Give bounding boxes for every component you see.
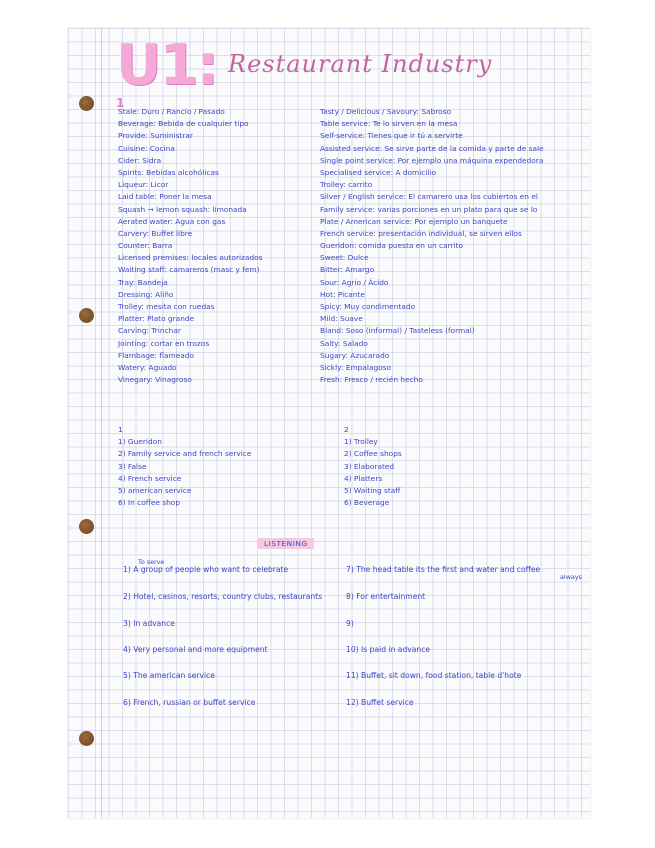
listening-answer: 9) xyxy=(346,619,354,628)
vocab-item: Trolley: carrito xyxy=(320,180,373,190)
vocab-item: Platter: Plato grande xyxy=(118,314,195,324)
vocab-item: Beverage: Bebida de cualquier tipo xyxy=(118,119,249,129)
listening-note: always xyxy=(560,573,582,581)
vocab-item: Table service: Te lo sirven en la mesa xyxy=(320,119,458,129)
answer-item: 3) False xyxy=(118,461,147,471)
answer-item: 4) Platters xyxy=(344,473,383,483)
vocab-item: Sickly: Empalagoso xyxy=(320,362,392,372)
vocab-item: Bland: Soso (informal) / Tasteless (formal) xyxy=(320,326,475,336)
vocab-item: Self-service: Tienes que ir tú a servirte xyxy=(320,131,463,141)
vocab-item: Flambage: flameado xyxy=(118,350,195,360)
vocab-item: Gueridon: comida puesta en un carrito xyxy=(320,241,464,251)
vocab-item: Family service: varias porciones en un plato para que se lo xyxy=(320,204,538,214)
vocab-list-right xyxy=(320,106,590,386)
binder-hole xyxy=(79,731,94,746)
listening-heading: LISTENING xyxy=(258,538,314,549)
vocab-item: Specialised service: A domicilio xyxy=(320,167,437,177)
vocab-item: Jointing: cortar en trozos xyxy=(118,338,210,348)
vocab-item: Vinegary: Vinagroso xyxy=(118,375,192,385)
listening-answer: 1) A group of people who want to celebrate xyxy=(123,565,289,574)
vocab-item: Provide: Suministrar xyxy=(118,131,193,141)
answer-item: 6) In coffee shop xyxy=(118,498,181,508)
vocab-item: Spicy: Muy condimentado xyxy=(320,302,416,311)
vocab-item: Single point service: Por ejemplo una máquina expendedora xyxy=(320,155,544,165)
vocab-item: French service: presentación individual, se sirven ellos xyxy=(320,228,522,238)
vocab-item: Watery: Aguado xyxy=(118,362,177,372)
vocab-item: Carving: Trinchar xyxy=(118,326,181,336)
listening-answer: 2) Hotel, casinos, resorts, country clubs, restaurants xyxy=(123,592,323,601)
vocab-item: Squash → lemon squash: limonada xyxy=(118,204,247,214)
answer-item: 2) Family service and french service xyxy=(118,449,252,459)
vocab-item: Silver / English service: El camarero usa los cubiertos en el xyxy=(320,192,538,202)
answer-item: 1) Gueridon xyxy=(118,437,162,447)
listening-answer: 7) The head table its the first and water and coffee xyxy=(346,565,541,574)
exercise-heading: 2 xyxy=(344,425,349,434)
listening-answer: 11) Buffet, sit down, food station, table d'hote xyxy=(346,671,522,680)
answer-item: 1) Trolley xyxy=(344,437,378,447)
answer-item: 2) Coffee shops xyxy=(344,449,402,459)
vocab-item: Hot: Picante xyxy=(320,289,365,299)
binder-hole xyxy=(79,96,94,111)
answer-item: 5) american service xyxy=(118,485,192,495)
vocab-item: Plate / American service: Por ejemplo un banquete xyxy=(320,216,508,226)
listening-answer: 5) The american service xyxy=(123,671,215,680)
exercise-heading: 1 xyxy=(118,425,123,434)
listening-answer: 10) Is paid in advance xyxy=(346,645,431,654)
vocab-item: Liqueur: Licor xyxy=(118,180,169,190)
vocab-item: Tray: Bandeja xyxy=(118,277,168,287)
answer-item: 5) Waiting staff xyxy=(344,485,401,495)
vocab-item: Stale: Duro / Rancio / Pasado xyxy=(118,107,225,116)
vocab-item: Bitter: Amargo xyxy=(320,265,375,275)
vocab-item: Dressing: Aliño xyxy=(118,289,174,299)
unit-number: U1: xyxy=(116,33,217,98)
vocab-item: Fresh: Fresco / recién hecho xyxy=(320,375,423,385)
exercise-1-answers xyxy=(118,424,318,509)
listening-answer: 3) In advance xyxy=(123,619,175,628)
notebook-page xyxy=(68,28,590,818)
vocab-item: Waiting staff: camareros (masc y fem) xyxy=(118,265,260,275)
answer-item: 4) French service xyxy=(118,473,182,483)
section-number: 1 xyxy=(116,96,125,110)
vocab-item: Cuisine: Cocina xyxy=(118,143,175,153)
answer-item: 6) Beverage xyxy=(344,498,390,508)
listening-answer: 6) French, russian or buffet service xyxy=(123,698,256,707)
vocab-list-left xyxy=(118,106,318,386)
vocab-item: Sweet: Dulce xyxy=(320,253,369,263)
listening-answer: 4) Very personal and more equipment xyxy=(123,645,268,654)
answer-item: 3) Elaborated xyxy=(344,461,395,471)
margin-line xyxy=(101,28,102,818)
unit-title: Restaurant Industry xyxy=(228,50,493,78)
vocab-item: Laid table: Poner la mesa xyxy=(118,192,212,202)
vocab-item: Salty: Salado xyxy=(320,338,368,348)
listening-note: To serve xyxy=(138,558,165,566)
binder-hole xyxy=(79,308,94,323)
vocab-item: Cider: Sidra xyxy=(118,155,162,165)
vocab-item: Tasty / Delicious / Savoury: Sabroso xyxy=(320,107,452,116)
vocab-item: Mild: Suave xyxy=(320,314,363,324)
listening-answer: 8) For entertainment xyxy=(346,592,426,601)
vocab-item: Sugary: Azucarado xyxy=(320,350,390,360)
vocab-item: Assisted service: Se sirve parte de la comida y parte de sale xyxy=(320,143,544,153)
vocab-item: Trolley: mesita con ruedas xyxy=(118,302,215,311)
vocab-item: Licensed premises: locales autorizados xyxy=(118,253,263,263)
listening-answer: 12) Buffet service xyxy=(346,698,414,707)
exercise-2-answers xyxy=(344,424,544,509)
vocab-item: Counter: Barra xyxy=(118,241,173,251)
vocab-item: Aerated water: Agua con gas xyxy=(118,216,226,226)
vocab-item: Spirits: Bebidas alcohólicas xyxy=(118,167,219,177)
vocab-item: Carvery: Buffet libre xyxy=(118,228,193,238)
binder-hole xyxy=(79,519,94,534)
vocab-item: Sour: Agrio / Ácido xyxy=(320,277,389,287)
